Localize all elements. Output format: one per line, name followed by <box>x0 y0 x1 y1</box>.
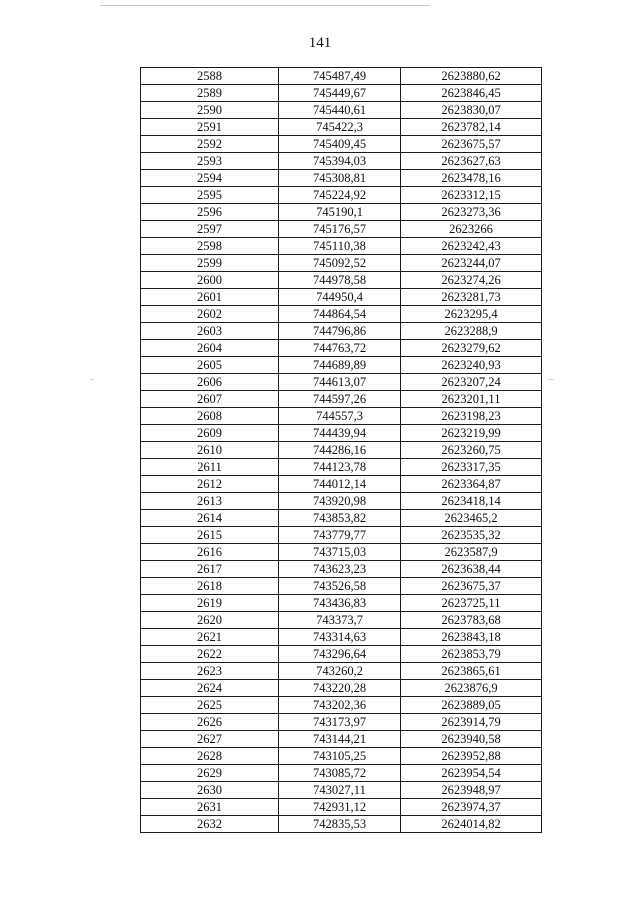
x-coordinate-cell: 743373,7 <box>279 612 401 629</box>
point-number-cell: 2609 <box>141 425 279 442</box>
y-coordinate-cell: 2623219,99 <box>401 425 542 442</box>
y-coordinate-cell: 2623281,73 <box>401 289 542 306</box>
y-coordinate-cell: 2623295,4 <box>401 306 542 323</box>
left-margin-mark: .. <box>90 373 94 382</box>
x-coordinate-cell: 743027,11 <box>279 782 401 799</box>
x-coordinate-cell: 743436,83 <box>279 595 401 612</box>
table-row <box>141 561 542 578</box>
y-coordinate-cell: 2623312,15 <box>401 187 542 204</box>
y-coordinate-cell: 2623948,97 <box>401 782 542 799</box>
x-coordinate-cell: 743105,25 <box>279 748 401 765</box>
table-row <box>141 102 542 119</box>
point-number-cell: 2608 <box>141 408 279 425</box>
table-row <box>141 85 542 102</box>
y-coordinate-cell: 2623843,18 <box>401 629 542 646</box>
y-coordinate-cell: 2623198,23 <box>401 408 542 425</box>
x-coordinate-cell: 743260,2 <box>279 663 401 680</box>
y-coordinate-cell: 2623465,2 <box>401 510 542 527</box>
table-row <box>141 697 542 714</box>
table-row <box>141 238 542 255</box>
point-number-cell: 2622 <box>141 646 279 663</box>
y-coordinate-cell: 2623876,9 <box>401 680 542 697</box>
table-row <box>141 306 542 323</box>
point-number-cell: 2601 <box>141 289 279 306</box>
x-coordinate-cell: 742931,12 <box>279 799 401 816</box>
x-coordinate-cell: 745409,45 <box>279 136 401 153</box>
x-coordinate-cell: 744123,78 <box>279 459 401 476</box>
point-number-cell: 2631 <box>141 799 279 816</box>
point-number-cell: 2618 <box>141 578 279 595</box>
x-coordinate-cell: 744689,89 <box>279 357 401 374</box>
y-coordinate-cell: 2623783,68 <box>401 612 542 629</box>
table-row <box>141 799 542 816</box>
table-row <box>141 765 542 782</box>
point-number-cell: 2594 <box>141 170 279 187</box>
table-row <box>141 204 542 221</box>
y-coordinate-cell: 2623974,37 <box>401 799 542 816</box>
point-number-cell: 2614 <box>141 510 279 527</box>
y-coordinate-cell: 2623207,24 <box>401 374 542 391</box>
table-row <box>141 578 542 595</box>
point-number-cell: 2603 <box>141 323 279 340</box>
x-coordinate-cell: 743920,98 <box>279 493 401 510</box>
x-coordinate-cell: 743085,72 <box>279 765 401 782</box>
y-coordinate-cell: 2623364,87 <box>401 476 542 493</box>
table-row <box>141 680 542 697</box>
x-coordinate-cell: 743779,77 <box>279 527 401 544</box>
table-row <box>141 187 542 204</box>
x-coordinate-cell: 745308,81 <box>279 170 401 187</box>
table-row <box>141 340 542 357</box>
table-row <box>141 476 542 493</box>
y-coordinate-cell: 2623535,32 <box>401 527 542 544</box>
point-number-cell: 2611 <box>141 459 279 476</box>
y-coordinate-cell: 2623201,11 <box>401 391 542 408</box>
x-coordinate-cell: 744864,54 <box>279 306 401 323</box>
y-coordinate-cell: 2623279,62 <box>401 340 542 357</box>
coordinate-table <box>140 67 542 833</box>
y-coordinate-cell: 2623782,14 <box>401 119 542 136</box>
point-number-cell: 2602 <box>141 306 279 323</box>
point-number-cell: 2629 <box>141 765 279 782</box>
table-row <box>141 391 542 408</box>
table-row <box>141 714 542 731</box>
y-coordinate-cell: 2623274,26 <box>401 272 542 289</box>
point-number-cell: 2605 <box>141 357 279 374</box>
point-number-cell: 2615 <box>141 527 279 544</box>
table-row <box>141 68 542 85</box>
page-number: 141 <box>308 35 332 51</box>
table-row <box>141 153 542 170</box>
table-row <box>141 748 542 765</box>
point-number-cell: 2632 <box>141 816 279 833</box>
table-row <box>141 782 542 799</box>
table-row <box>141 816 542 833</box>
x-coordinate-cell: 745487,49 <box>279 68 401 85</box>
table-row <box>141 408 542 425</box>
x-coordinate-cell: 743623,23 <box>279 561 401 578</box>
table-row <box>141 442 542 459</box>
table-row <box>141 595 542 612</box>
point-number-cell: 2599 <box>141 255 279 272</box>
y-coordinate-cell: 2623638,44 <box>401 561 542 578</box>
right-margin-mark: ... <box>548 373 554 382</box>
y-coordinate-cell: 2623954,54 <box>401 765 542 782</box>
point-number-cell: 2589 <box>141 85 279 102</box>
point-number-cell: 2588 <box>141 68 279 85</box>
x-coordinate-cell: 745224,92 <box>279 187 401 204</box>
table-row <box>141 731 542 748</box>
y-coordinate-cell: 2623853,79 <box>401 646 542 663</box>
table-row <box>141 255 542 272</box>
table-row <box>141 646 542 663</box>
point-number-cell: 2593 <box>141 153 279 170</box>
x-coordinate-cell: 744796,86 <box>279 323 401 340</box>
y-coordinate-cell: 2623865,61 <box>401 663 542 680</box>
y-coordinate-cell: 2623830,07 <box>401 102 542 119</box>
x-coordinate-cell: 744978,58 <box>279 272 401 289</box>
x-coordinate-cell: 745092,52 <box>279 255 401 272</box>
point-number-cell: 2592 <box>141 136 279 153</box>
y-coordinate-cell: 2623675,57 <box>401 136 542 153</box>
point-number-cell: 2623 <box>141 663 279 680</box>
y-coordinate-cell: 2623240,93 <box>401 357 542 374</box>
y-coordinate-cell: 2623478,16 <box>401 170 542 187</box>
y-coordinate-cell: 2623244,07 <box>401 255 542 272</box>
x-coordinate-cell: 743144,21 <box>279 731 401 748</box>
y-coordinate-cell: 2623587,9 <box>401 544 542 561</box>
table-row <box>141 136 542 153</box>
point-number-cell: 2598 <box>141 238 279 255</box>
x-coordinate-cell: 745422,3 <box>279 119 401 136</box>
x-coordinate-cell: 745449,67 <box>279 85 401 102</box>
table-row <box>141 663 542 680</box>
table-row <box>141 374 542 391</box>
x-coordinate-cell: 743296,64 <box>279 646 401 663</box>
y-coordinate-cell: 2623846,45 <box>401 85 542 102</box>
table-row <box>141 612 542 629</box>
x-coordinate-cell: 745440,61 <box>279 102 401 119</box>
point-number-cell: 2596 <box>141 204 279 221</box>
table-row <box>141 221 542 238</box>
table-row <box>141 323 542 340</box>
table-row <box>141 289 542 306</box>
y-coordinate-cell: 2623627,63 <box>401 153 542 170</box>
point-number-cell: 2610 <box>141 442 279 459</box>
x-coordinate-cell: 743173,97 <box>279 714 401 731</box>
point-number-cell: 2626 <box>141 714 279 731</box>
x-coordinate-cell: 745176,57 <box>279 221 401 238</box>
point-number-cell: 2595 <box>141 187 279 204</box>
point-number-cell: 2621 <box>141 629 279 646</box>
x-coordinate-cell: 743853,82 <box>279 510 401 527</box>
point-number-cell: 2619 <box>141 595 279 612</box>
point-number-cell: 2627 <box>141 731 279 748</box>
y-coordinate-cell: 2624014,82 <box>401 816 542 833</box>
point-number-cell: 2630 <box>141 782 279 799</box>
point-number-cell: 2591 <box>141 119 279 136</box>
x-coordinate-cell: 744557,3 <box>279 408 401 425</box>
table-row <box>141 459 542 476</box>
point-number-cell: 2624 <box>141 680 279 697</box>
y-coordinate-cell: 2623940,58 <box>401 731 542 748</box>
point-number-cell: 2628 <box>141 748 279 765</box>
point-number-cell: 2617 <box>141 561 279 578</box>
table-row <box>141 493 542 510</box>
table-row <box>141 544 542 561</box>
x-coordinate-cell: 744763,72 <box>279 340 401 357</box>
point-number-cell: 2597 <box>141 221 279 238</box>
table-row <box>141 527 542 544</box>
y-coordinate-cell: 2623418,14 <box>401 493 542 510</box>
x-coordinate-cell: 744012,14 <box>279 476 401 493</box>
x-coordinate-cell: 743314,63 <box>279 629 401 646</box>
point-number-cell: 2600 <box>141 272 279 289</box>
point-number-cell: 2607 <box>141 391 279 408</box>
point-number-cell: 2590 <box>141 102 279 119</box>
point-number-cell: 2616 <box>141 544 279 561</box>
x-coordinate-cell: 743715,03 <box>279 544 401 561</box>
x-coordinate-cell: 742835,53 <box>279 816 401 833</box>
table-row <box>141 170 542 187</box>
x-coordinate-cell: 744597,26 <box>279 391 401 408</box>
point-number-cell: 2606 <box>141 374 279 391</box>
point-number-cell: 2620 <box>141 612 279 629</box>
point-number-cell: 2625 <box>141 697 279 714</box>
y-coordinate-cell: 2623242,43 <box>401 238 542 255</box>
y-coordinate-cell: 2623260,75 <box>401 442 542 459</box>
table-row <box>141 629 542 646</box>
x-coordinate-cell: 744613,07 <box>279 374 401 391</box>
x-coordinate-cell: 744286,16 <box>279 442 401 459</box>
table-row <box>141 119 542 136</box>
point-number-cell: 2613 <box>141 493 279 510</box>
x-coordinate-cell: 743202,36 <box>279 697 401 714</box>
y-coordinate-cell: 2623675,37 <box>401 578 542 595</box>
table-row <box>141 425 542 442</box>
x-coordinate-cell: 744439,94 <box>279 425 401 442</box>
table-row <box>141 357 542 374</box>
point-number-cell: 2604 <box>141 340 279 357</box>
y-coordinate-cell: 2623317,35 <box>401 459 542 476</box>
table-row <box>141 510 542 527</box>
y-coordinate-cell: 2623889,05 <box>401 697 542 714</box>
x-coordinate-cell: 743526,58 <box>279 578 401 595</box>
y-coordinate-cell: 2623725,11 <box>401 595 542 612</box>
x-coordinate-cell: 743220,28 <box>279 680 401 697</box>
x-coordinate-cell: 745110,38 <box>279 238 401 255</box>
top-scan-line <box>100 5 430 6</box>
y-coordinate-cell: 2623273,36 <box>401 204 542 221</box>
y-coordinate-cell: 2623952,88 <box>401 748 542 765</box>
x-coordinate-cell: 745190,1 <box>279 204 401 221</box>
x-coordinate-cell: 744950,4 <box>279 289 401 306</box>
point-number-cell: 2612 <box>141 476 279 493</box>
y-coordinate-cell: 2623266 <box>401 221 542 238</box>
y-coordinate-cell: 2623288,9 <box>401 323 542 340</box>
table-row <box>141 272 542 289</box>
coordinate-table-body <box>141 68 542 833</box>
x-coordinate-cell: 745394,03 <box>279 153 401 170</box>
y-coordinate-cell: 2623880,62 <box>401 68 542 85</box>
y-coordinate-cell: 2623914,79 <box>401 714 542 731</box>
